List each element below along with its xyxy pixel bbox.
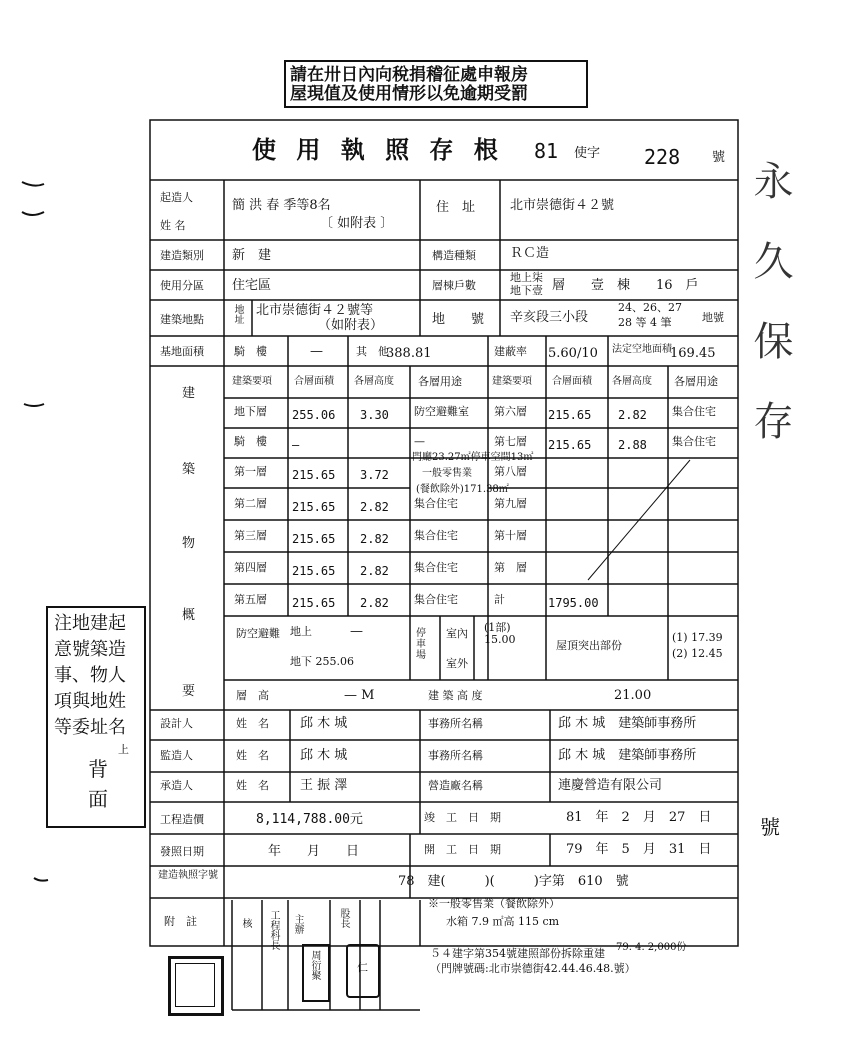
floor-right-height: 2.82	[618, 408, 647, 422]
bottom-note-1: ５４建字第354號建照部份拆除重建	[430, 947, 605, 960]
hdr-height-r: 各層高度	[612, 376, 652, 387]
side-label-3: 物	[182, 536, 196, 551]
floor-left-use: 集合住宅	[414, 561, 458, 574]
floor-left-name: 第五層	[234, 593, 267, 606]
floor-right-name: 第七層	[494, 435, 527, 448]
floor-left-height: 3.72	[360, 468, 389, 482]
left-note-6: 上	[118, 743, 129, 756]
left-note-1: 注地建起	[54, 613, 126, 634]
other-value: 388.81	[386, 346, 432, 361]
arcade-label: 騎 樓	[234, 345, 267, 358]
roof-value-2: (2) 12.45	[672, 647, 723, 660]
floor-left-area: 215.65	[292, 500, 336, 514]
issue-value: 年 月 日	[268, 844, 360, 859]
sign-label-2: 工程科長	[268, 910, 279, 950]
person-role: 監造人	[160, 749, 193, 762]
side-label-5: 要	[182, 684, 196, 699]
person-office-label: 事務所名稱	[428, 749, 483, 762]
open-space-value: 169.45	[670, 346, 716, 361]
levels-label: 層 高	[236, 689, 269, 702]
applicant-value: 簡 洪 春 季等8名	[232, 198, 331, 213]
person-role: 設計人	[160, 717, 193, 730]
floor-left-area: 255.06	[292, 408, 336, 422]
applicant-note: 〔 如附表 〕	[320, 216, 394, 231]
floor-right-area: 1795.00	[548, 596, 599, 610]
site-label: 建築地點	[160, 313, 204, 326]
lot-numbers: 24、26、27	[618, 301, 682, 314]
completion-value: 81 年 2 月 27 日	[566, 810, 712, 825]
parking-indoor: 室內	[446, 627, 468, 640]
start-value: 79 年 5 月 31 日	[566, 842, 712, 857]
structure-label: 構造種類	[432, 249, 476, 262]
cost-label: 工程造價	[160, 813, 204, 826]
shelter-below: 地下 255.06	[290, 655, 354, 668]
parking-outdoor: 室外	[446, 657, 468, 670]
floor-left-name: 第四層	[234, 561, 267, 574]
left-note-2: 意號築造	[54, 639, 126, 660]
floor-right-use: 集合住宅	[672, 435, 716, 448]
hdr-height: 各層高度	[354, 376, 394, 387]
address-value: 北市崇德街４２號	[510, 198, 615, 213]
parking-indoor-value: (1部) 15.00	[484, 621, 516, 646]
person-office: 連慶營造有限公司	[558, 778, 663, 793]
shelter-above-value: —	[350, 624, 363, 639]
parking-label: 停車場	[416, 628, 426, 661]
hdr-item: 建築要項	[232, 376, 272, 387]
shelter-label: 防空避難	[236, 627, 280, 640]
floor-right-name: 計	[494, 593, 505, 606]
cert-type: 使字	[574, 146, 601, 161]
other-label: 其 他	[356, 345, 389, 358]
person-name: 邱 木 城	[300, 748, 348, 763]
coverage-label: 建蔽率	[494, 345, 527, 358]
remark-2: 水箱 7.9 ㎡高 115 cm	[446, 915, 560, 928]
notice-line-1: 請在卅日內向稅捐稽征處申報房	[290, 65, 528, 85]
notice-line-2: 屋現值及使用情形以免逾期受罰	[290, 84, 528, 104]
remarks-label: 附 註	[164, 915, 197, 928]
issue-label: 發照日期	[160, 845, 204, 858]
floor-left-name: 第一層	[234, 465, 267, 478]
floor-left-area: 215.65	[292, 564, 336, 578]
left-note-4: 項與地姓	[54, 691, 126, 712]
person-name-label: 姓 名	[236, 749, 269, 762]
floor-left-height: 3.30	[360, 408, 389, 422]
floor-left-area: 215.65	[292, 596, 336, 610]
structure-value: ＲＣ造	[510, 246, 550, 261]
floor-left-height: 2.82	[360, 500, 389, 514]
address-label: 住 址	[436, 200, 476, 215]
completion-label: 竣 工 日 期	[424, 811, 501, 824]
bottom-note-2: （門牌號碼:北市崇德街42.44.46.48.號）	[430, 962, 636, 975]
site-sub: 地址	[232, 304, 243, 324]
person-role: 承造人	[160, 779, 193, 792]
floors-above: 地上柒	[510, 271, 543, 284]
bottom-note-3: 79. 4. 2,000份	[616, 942, 687, 953]
height-value: 21.00	[614, 688, 652, 703]
left-note-7: 背	[88, 757, 108, 781]
side-label-2: 築	[182, 462, 196, 477]
sign-label-4: 股長	[338, 908, 349, 928]
remark-1: ※一般零售業（餐飲除外）	[428, 897, 560, 910]
start-label: 開 工 日 期	[424, 843, 501, 856]
floor1-use-3: (餐飲除外)171.38㎡	[416, 484, 509, 495]
hdr-use-r: 各層用途	[674, 375, 718, 388]
build-type-label: 建造類別	[160, 249, 204, 262]
lot-numbers-2: 28 等 4 筆	[618, 316, 672, 329]
coverage-value: 5.60/10	[548, 346, 598, 361]
floor-left-use: 集合住宅	[414, 593, 458, 606]
cert-year: 81	[534, 139, 559, 163]
left-note-3: 事、物人	[54, 665, 126, 686]
floor-right-use: 集合住宅	[672, 405, 716, 418]
floor-right-area: 215.65	[548, 408, 592, 422]
area-label: 基地面積	[160, 345, 204, 358]
floor-right-name: 第十層	[494, 529, 527, 542]
hdr-item-r: 建築要項	[492, 376, 532, 387]
hdr-area: 合層面積	[294, 376, 334, 387]
official-seal	[168, 956, 224, 1016]
person-office-label: 營造廠名稱	[428, 779, 483, 792]
arcade-value: —	[310, 344, 323, 359]
cost-value: 8,114,788.00元	[256, 812, 363, 827]
person-office: 邱 木 城 建築師事務所	[558, 748, 697, 763]
site-value: 北市崇德街４２號等	[256, 303, 374, 318]
side-label-4: 概	[182, 608, 196, 623]
page-title: 使 用 執 照 存 根	[252, 135, 504, 164]
person-name-label: 姓 名	[236, 779, 269, 792]
side-label-1: 建	[182, 386, 196, 401]
person-office-label: 事務所名稱	[428, 717, 483, 730]
floor-right-name: 第 層	[494, 561, 527, 574]
cert-suffix: 號	[712, 150, 726, 165]
floor1-use-2: 一般零售業	[422, 468, 472, 479]
floor-left-height: 2.82	[360, 532, 389, 546]
floors-rest: 層 壹 棟 16 戶	[552, 278, 699, 293]
applicant-label-2: 姓 名	[160, 219, 186, 232]
floor-right-area: 215.65	[548, 438, 592, 452]
floor-left-name: 第三層	[234, 529, 267, 542]
right-margin-suffix: 號	[760, 815, 780, 839]
roof-value-1: (1) 17.39	[672, 631, 723, 644]
floor-left-use: 集合住宅	[414, 497, 458, 510]
sign-label-3: 主辦	[292, 914, 303, 934]
floor-right-name: 第九層	[494, 497, 527, 510]
floor-right-name: 第八層	[494, 465, 527, 478]
floor-right-name: 第六層	[494, 405, 527, 418]
hdr-use: 各層用途	[418, 375, 462, 388]
build-type-value: 新 建	[232, 248, 272, 263]
floor1-use-1: 門廳23.27㎡停車空間13㎡	[412, 452, 534, 463]
shelter-above: 地上	[290, 625, 312, 638]
zoning-value: 住宅區	[232, 278, 272, 293]
site-note: （如附表）	[318, 318, 384, 333]
person-name: 王 振 澤	[300, 778, 348, 793]
floor-left-area: —	[292, 438, 300, 452]
right-vertical-text: 永久保存	[747, 160, 793, 480]
height-label: 建 築 高 度	[428, 689, 483, 702]
personal-seal-2: 仁	[346, 944, 380, 998]
floor-left-height: 2.82	[360, 596, 389, 610]
floor-left-use: 集合住宅	[414, 529, 458, 542]
person-name: 邱 木 城	[300, 716, 348, 731]
floors-below: 地下壹	[510, 284, 543, 297]
open-space-label: 法定空地面積	[612, 344, 672, 355]
permit-value: 78 建( )( )字第 610 號	[398, 874, 629, 889]
floor-left-name: 地下層	[234, 405, 267, 418]
floor-left-height: 2.82	[360, 564, 389, 578]
personal-seal-1: 周衍聚	[302, 944, 330, 1002]
person-office: 邱 木 城 建築師事務所	[558, 716, 697, 731]
left-note-8: 面	[88, 787, 108, 811]
person-name-label: 姓 名	[236, 717, 269, 730]
zoning-label: 使用分區	[160, 279, 204, 292]
roof-label: 屋頂突出部份	[556, 639, 622, 652]
floor-left-use: 防空避難室	[414, 405, 469, 418]
floor-left-area: 215.65	[292, 532, 336, 546]
permit-label: 建造執照字號	[158, 870, 218, 881]
left-note-5: 等委址名	[54, 717, 126, 738]
lot-label: 地 號	[432, 312, 485, 327]
floor-left-name: 騎 樓	[234, 435, 267, 448]
applicant-label-1: 起造人	[160, 191, 193, 204]
lot-suffix: 地號	[702, 311, 724, 324]
floor-right-height: 2.88	[618, 438, 647, 452]
lot-value: 辛亥段三小段	[510, 310, 589, 325]
sign-label-1: 核	[240, 918, 251, 928]
floor-left-name: 第二層	[234, 497, 267, 510]
floor-left-use: —	[414, 435, 425, 448]
cert-number: 228	[644, 145, 681, 169]
floor-left-area: 215.65	[292, 468, 336, 482]
floors-label: 層棟戶數	[432, 279, 476, 292]
levels-value: — M	[344, 688, 375, 703]
hdr-area-r: 合層面積	[552, 376, 592, 387]
